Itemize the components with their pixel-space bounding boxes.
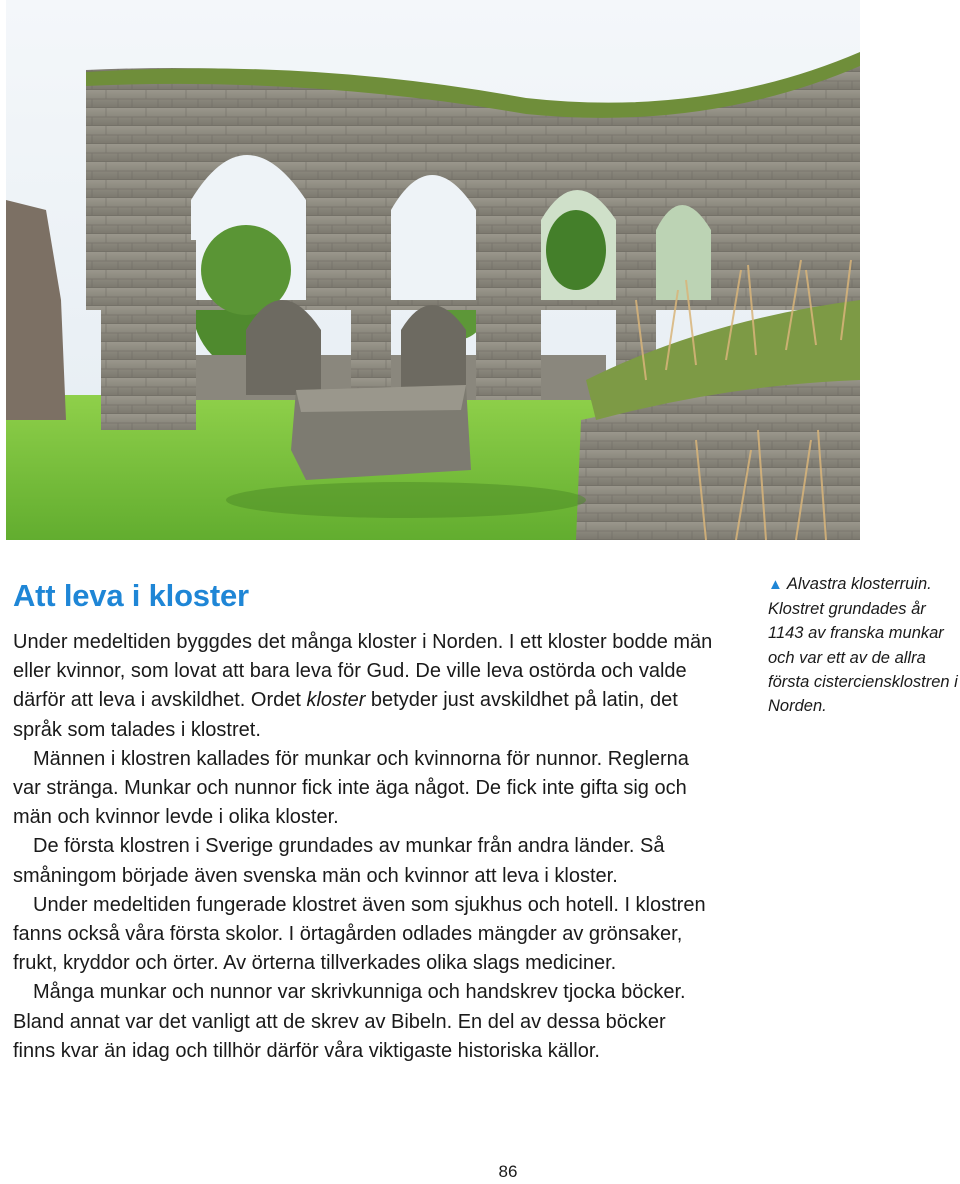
triangle-up-icon: ▲ (768, 576, 783, 593)
photo-icon (6, 0, 860, 540)
paragraph (13, 978, 713, 1066)
page-title: Att leva i kloster (13, 578, 249, 613)
paragraph (13, 891, 713, 979)
italic-term: kloster (306, 689, 366, 712)
caption-text: Alvastra klosterruin. Klostret grundades år 1143 av franska munkar och var ett av de allra första cisterciensklostren i Norden. (768, 575, 958, 716)
paragraph-text: Under medeltiden byggdes det många kloster i Norden. I ett kloster bodde män eller kvinnor, som lovat att bara leva för Gud. De ville leva ostörda och valde därför att leva i avskildhet. Ordet (13, 631, 713, 712)
paragraph (13, 745, 713, 833)
paragraph-text: Männen i klostren kallades för munkar och kvinnorna för nunnor. Reglerna var stränga. Munkar och nunnor fick inte äga något. De fick inte gifta sig och män och kvinnor levde i olika kloster. (13, 747, 689, 829)
ruin-photo (6, 0, 860, 540)
page-number: 86 (498, 1162, 518, 1181)
paragraph-text: De första klostren i Sverige grundades av munkar från andra länder. Så småningom började även svenska män och kvinnor att leva i kloster. (13, 835, 665, 887)
article-body (13, 628, 713, 1066)
photo-caption (768, 572, 958, 718)
paragraph-text: Många munkar och nunnor var skrivkunniga och handskrev tjocka böcker. Bland annat var det vanligt att de skrev av Bibeln. En del av dessa böcker finns kvar än idag och tillhör därför våra viktigaste historiska källor. (13, 981, 686, 1062)
paragraph (13, 832, 713, 890)
paragraph-text: betyder just avskildhet på latin, det språk som talades i klostret. (13, 689, 678, 741)
paragraph (13, 628, 713, 745)
paragraph-text: Under medeltiden fungerade klostret även som sjukhus och hotell. I klostren fanns också våra första skolor. I örtagården odlades mängder av grönsaker, frukt, kryddor och örter. Av örterna tillverkades olika slags mediciner. (13, 893, 706, 975)
